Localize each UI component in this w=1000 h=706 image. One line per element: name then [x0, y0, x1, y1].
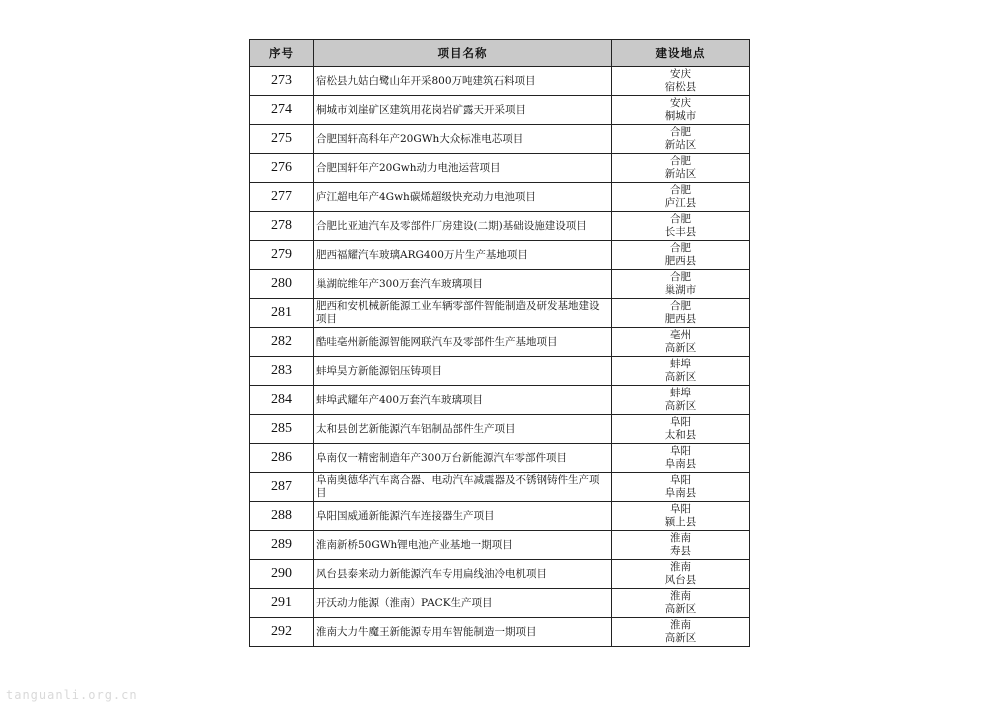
project-table [249, 39, 750, 647]
location-district: 高新区 [664, 400, 697, 412]
project-name: 阜南奥德华汽车离合器、电动汽车减震器及不锈钢铸件生产项目 [314, 473, 612, 502]
project-name: 合肥比亚迪汽车及零部件厂房建设(二期)基础设施建设项目 [314, 212, 612, 241]
project-name: 合肥国轩高科年产20GWh大众标准电芯项目 [314, 125, 612, 154]
project-location [612, 154, 750, 183]
location-city: 合肥 [670, 184, 691, 196]
table-row [250, 183, 750, 212]
project-location [612, 270, 750, 299]
location-city: 淮南 [670, 619, 691, 631]
row-number: 279 [250, 241, 314, 270]
project-name: 合肥国轩年产20Gwh动力电池运营项目 [314, 154, 612, 183]
location-city: 安庆 [670, 68, 691, 80]
location-city: 亳州 [670, 329, 691, 341]
project-location [612, 299, 750, 328]
location-city: 合肥 [670, 271, 691, 283]
project-name: 蚌埠武耀年产400万套汽车玻璃项目 [314, 386, 612, 415]
table-row [250, 125, 750, 154]
location-district: 长丰县 [664, 226, 697, 238]
location-city: 安庆 [670, 97, 691, 109]
location-district: 风台县 [664, 574, 697, 586]
location-district: 高新区 [664, 603, 697, 615]
table-row [250, 560, 750, 589]
project-location [612, 589, 750, 618]
location-district: 颍上县 [664, 516, 697, 528]
project-name: 淮南大力牛魔王新能源专用车智能制造一期项目 [314, 618, 612, 647]
location-city: 合肥 [670, 242, 691, 254]
project-location [612, 618, 750, 647]
row-number: 273 [250, 67, 314, 96]
project-name: 酷哇亳州新能源智能网联汽车及零部件生产基地项目 [314, 328, 612, 357]
row-number: 284 [250, 386, 314, 415]
location-city: 合肥 [670, 155, 691, 167]
table-row [250, 270, 750, 299]
project-location [612, 444, 750, 473]
table-row [250, 618, 750, 647]
table-row [250, 502, 750, 531]
project-name: 淮南新桥50GWh锂电池产业基地一期项目 [314, 531, 612, 560]
project-name: 庐江超电年产4Gwh碳烯超级快充动力电池项目 [314, 183, 612, 212]
location-district: 高新区 [664, 342, 697, 354]
location-district: 庐江县 [664, 197, 697, 209]
row-number: 290 [250, 560, 314, 589]
project-name: 肥西福耀汽车玻璃ARG400万片生产基地项目 [314, 241, 612, 270]
project-location [612, 328, 750, 357]
location-district: 阜南县 [664, 458, 697, 470]
watermark-text: tanguanli.org.cn [6, 688, 138, 702]
table-row [250, 444, 750, 473]
row-number: 285 [250, 415, 314, 444]
table-row [250, 357, 750, 386]
row-number: 276 [250, 154, 314, 183]
row-number: 286 [250, 444, 314, 473]
location-district: 宿松县 [664, 81, 697, 93]
header-location: 建设地点 [612, 40, 750, 67]
table-row [250, 415, 750, 444]
project-name: 桐城市刘崖矿区建筑用花岗岩矿露天开采项目 [314, 96, 612, 125]
row-number: 275 [250, 125, 314, 154]
location-district: 高新区 [664, 632, 697, 644]
project-location [612, 241, 750, 270]
table-row [250, 96, 750, 125]
location-city: 合肥 [670, 300, 691, 312]
row-number: 288 [250, 502, 314, 531]
project-location [612, 473, 750, 502]
row-number: 274 [250, 96, 314, 125]
project-location [612, 67, 750, 96]
table-row [250, 212, 750, 241]
location-district: 肥西县 [664, 255, 697, 267]
project-name: 宿松县九姑白鹭山年开采800万吨建筑石料项目 [314, 67, 612, 96]
header-row [250, 40, 750, 67]
project-name: 风台县泰来动力新能源汽车专用扁线油冷电机项目 [314, 560, 612, 589]
project-name: 太和县创艺新能源汽车铝制品部件生产项目 [314, 415, 612, 444]
location-city: 阜阳 [670, 445, 691, 457]
location-district: 肥西县 [664, 313, 697, 325]
project-name: 肥西和安机械新能源工业车辆零部件智能制造及研发基地建设项目 [314, 299, 612, 328]
table-row [250, 531, 750, 560]
location-city: 淮南 [670, 561, 691, 573]
project-location [612, 357, 750, 386]
location-city: 阜阳 [670, 474, 691, 486]
project-location [612, 96, 750, 125]
location-district: 巢湖市 [664, 284, 697, 296]
table-row [250, 473, 750, 502]
location-district: 新站区 [664, 168, 697, 180]
project-location [612, 212, 750, 241]
header-num: 序号 [250, 40, 314, 67]
row-number: 280 [250, 270, 314, 299]
project-location [612, 560, 750, 589]
location-district: 桐城市 [664, 110, 697, 122]
row-number: 292 [250, 618, 314, 647]
row-number: 289 [250, 531, 314, 560]
table-row [250, 589, 750, 618]
location-city: 合肥 [670, 213, 691, 225]
location-district: 新站区 [664, 139, 697, 151]
row-number: 291 [250, 589, 314, 618]
table-row [250, 386, 750, 415]
project-location [612, 502, 750, 531]
row-number: 277 [250, 183, 314, 212]
header-name: 项目名称 [314, 40, 612, 67]
project-location [612, 125, 750, 154]
table-row [250, 299, 750, 328]
location-city: 阜阳 [670, 503, 691, 515]
row-number: 287 [250, 473, 314, 502]
location-city: 淮南 [670, 590, 691, 602]
location-district: 阜南县 [664, 487, 697, 499]
location-district: 太和县 [664, 429, 697, 441]
project-name: 开沃动力能源（淮南）PACK生产项目 [314, 589, 612, 618]
project-location [612, 415, 750, 444]
project-name: 巢湖皖维年产300万套汽车玻璃项目 [314, 270, 612, 299]
location-city: 阜阳 [670, 416, 691, 428]
project-name: 阜阳国威通新能源汽车连接器生产项目 [314, 502, 612, 531]
row-number: 282 [250, 328, 314, 357]
table-body [250, 67, 750, 647]
table-header [250, 40, 750, 67]
project-location [612, 183, 750, 212]
row-number: 278 [250, 212, 314, 241]
location-city: 蚌埠 [670, 358, 691, 370]
project-location [612, 531, 750, 560]
table-row [250, 154, 750, 183]
row-number: 283 [250, 357, 314, 386]
table-row [250, 328, 750, 357]
location-city: 合肥 [670, 126, 691, 138]
table-row [250, 67, 750, 96]
location-district: 高新区 [664, 371, 697, 383]
project-name: 蚌埠昊方新能源铝压铸项目 [314, 357, 612, 386]
location-city: 淮南 [670, 532, 691, 544]
location-district: 寿县 [670, 545, 691, 557]
table-row [250, 241, 750, 270]
project-name: 阜南仅一精密制造年产300万台新能源汽车零部件项目 [314, 444, 612, 473]
row-number: 281 [250, 299, 314, 328]
project-location [612, 386, 750, 415]
location-city: 蚌埠 [670, 387, 691, 399]
